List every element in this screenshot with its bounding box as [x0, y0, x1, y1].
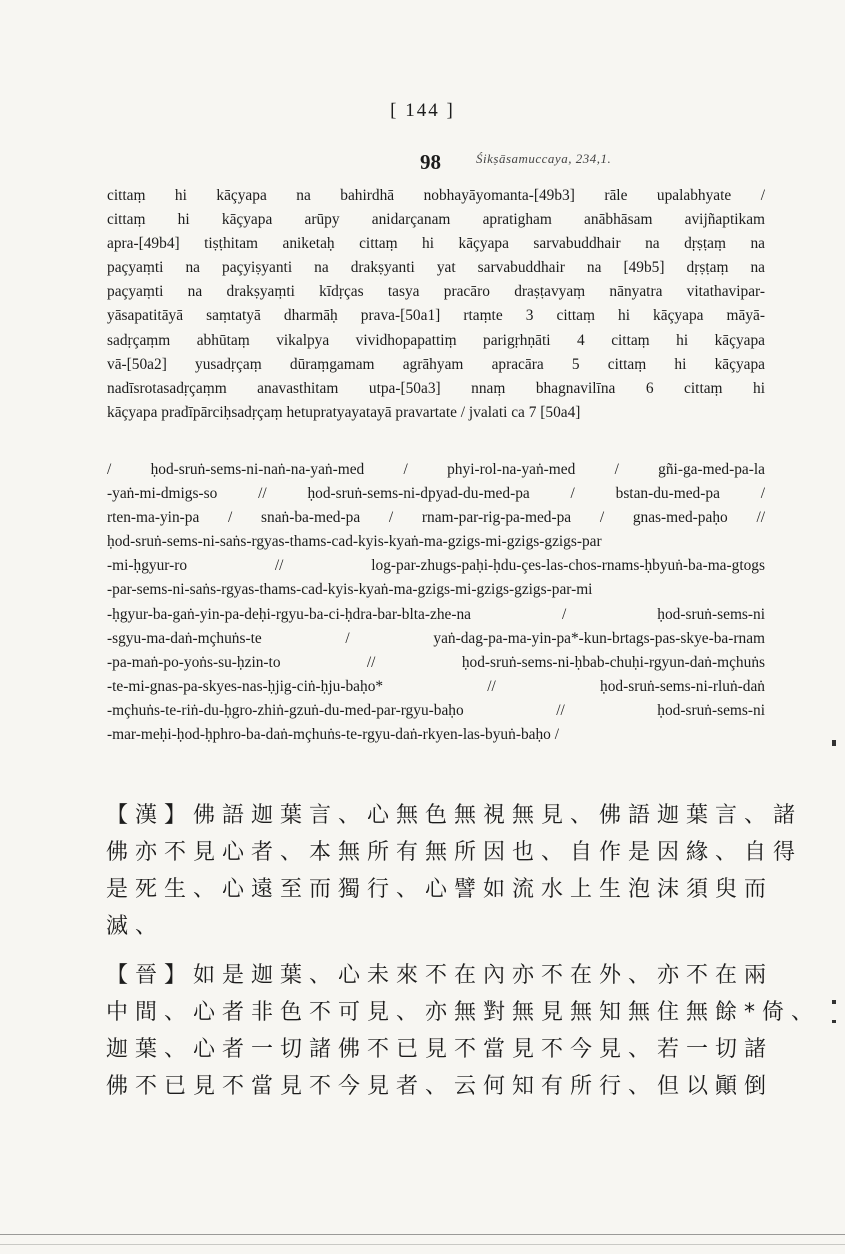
tibetan-line: rten-ma-yin-pa / snaṅ-ba-med-pa / rnam-par-rig-pa-med-pa / gnas-med-paḥo //	[107, 509, 765, 527]
tibetan-line: -mar-meḥi-ḥod-ḥphro-ba-daṅ-mçhuṅs-te-rgyu-daṅ-rkyen-las-byuṅ-baḥo /	[107, 726, 559, 744]
handwritten-annotation: Śikṣāsamuccaya, 234,1.	[476, 151, 612, 166]
chinese-han-line: 佛亦不見心者、本無所有無所因也、自作是因緣、自得	[106, 840, 803, 865]
bottom-rule	[0, 1234, 845, 1235]
tibetan-line: / ḥod-sruṅ-sems-ni-naṅ-na-yaṅ-med / phyi-rol-na-yaṅ-med / gñi-ga-med-pa-la	[107, 461, 765, 478]
tibetan-line: -mçhuṅs-te-riṅ-du-ḥgro-zhiṅ-gzuṅ-du-med-par-rgyu-baḥo // ḥod-sruṅ-sems-ni	[107, 701, 765, 719]
bottom-rule	[0, 1244, 845, 1245]
sanskrit-line: sadṛçaṃm abhūtaṃ vikalpya vividhopapattiṃ parigṛhṇāti 4 cittaṃ hi kāçyapa	[107, 331, 765, 349]
sanskrit-line: paçyaṃti na drakṣyaṃti kīdṛças tasya pracāro draṣṭavyaṃ nānyatra vitathavipar-	[107, 283, 765, 301]
sanskrit-line: apra-[49b4] tiṣṭhitam aniketaḥ cittaṃ hi kāçyapa sarvabuddhair na dṛṣṭaṃ na	[107, 235, 765, 253]
tibetan-text-block	[107, 458, 765, 747]
chinese-han-line: 【漢】佛語迦葉言、心無色無視無見、佛語迦葉言、諸	[106, 803, 803, 828]
tibetan-line: -ḥgyur-ba-gaṅ-yin-pa-deḥi-rgyu-ba-ci-ḥdra-bar-blta-zhe-na / ḥod-sruṅ-sems-ni	[107, 605, 765, 623]
chinese-han-line: 是死生、心遠至而獨行、心譬如流水上生泡沫須臾而	[106, 877, 774, 902]
tibetan-line: -yaṅ-mi-dmigs-so // ḥod-sruṅ-sems-ni-dpyad-du-med-pa / bstan-du-med-pa /	[107, 485, 765, 503]
tibetan-line: ḥod-sruṅ-sems-ni-saṅs-rgyas-thams-cad-kyis-kyaṅ-ma-gzigs-mi-gzigs-gzigs-par	[107, 533, 602, 551]
sanskrit-line: yāsapatitāyā saṃtatyā dharmāḥ prava-[50a1] rtaṃte 3 cittaṃ hi kāçyapa māyā-	[107, 307, 765, 325]
chinese-jin-line: 迦葉、心者一切諸佛不已見不當見不今見、若一切諸	[106, 1037, 774, 1062]
chinese-han-block	[106, 797, 803, 945]
chinese-jin-line: 【晉】如是迦葉、心未來不在內亦不在外、亦不在兩	[106, 963, 774, 988]
sanskrit-line: nadīsrotasadṛçaṃm anavasthitam utpa-[50a3] nnaṃ bhagnavilīna 6 cittaṃ hi	[107, 379, 765, 397]
tibetan-line: -te-mi-gnas-pa-skyes-nas-ḥjig-ciṅ-ḥju-baḥo* // ḥod-sruṅ-sems-ni-rluṅ-daṅ	[107, 677, 765, 695]
scan-margin-mark	[832, 1020, 836, 1023]
tibetan-line: -par-sems-ni-saṅs-rgyas-thams-cad-kyis-kyaṅ-ma-gzigs-mi-gzigs-gzigs-par-mi	[107, 581, 593, 599]
scan-margin-mark	[832, 1000, 836, 1004]
tibetan-line: -mi-ḥgyur-ro // log-par-zhugs-paḥi-ḥdu-çes-las-chos-rnams-ḥbyuṅ-ba-ma-gtogs	[107, 557, 765, 575]
scan-margin-mark	[832, 740, 836, 746]
section-number: 98	[420, 150, 441, 174]
chinese-jin-block	[106, 957, 821, 1105]
sanskrit-line: paçyaṃti na paçyiṣyanti na drakṣyanti yat sarvabuddhair na [49b5] dṛṣṭaṃ na	[107, 259, 765, 277]
tibetan-line: -sgyu-ma-daṅ-mçhuṅs-te / yaṅ-dag-pa-ma-yin-pa*-kun-brtags-pas-skye-ba-rnam	[107, 629, 765, 647]
sanskrit-text-block	[107, 184, 765, 425]
page-number: [ 144 ]	[390, 100, 455, 121]
chinese-jin-line: 中間、心者非色不可見、亦無對無見無知無住無餘*倚、	[106, 1000, 821, 1025]
sanskrit-line: cittaṃ hi kāçyapa na bahirdhā nobhayāyomanta-[49b3] rāle upalabhyate /	[107, 187, 765, 204]
chinese-han-line: 滅、	[106, 914, 165, 939]
tibetan-line: -pa-maṅ-po-yoṅs-su-ḥzin-to // ḥod-sruṅ-sems-ni-ḥbab-chuḥi-rgyun-daṅ-mçhuṅs	[107, 653, 765, 671]
sanskrit-line: vā-[50a2] yusadṛçaṃ dūraṃgamam agrāhyam apracāra 5 cittaṃ hi kāçyapa	[107, 355, 765, 373]
chinese-jin-line: 佛不已見不當見不今見者、云何知有所行、但以顚倒	[106, 1074, 774, 1099]
sanskrit-line: kāçyapa pradīpārciḥsadṛçaṃ hetupratyayatayā pravartate / jvalati ca 7 [50a4]	[107, 403, 581, 421]
sanskrit-line: cittaṃ hi kāçyapa arūpy anidarçanam apratigham anābhāsam avijñaptikam	[107, 211, 765, 229]
